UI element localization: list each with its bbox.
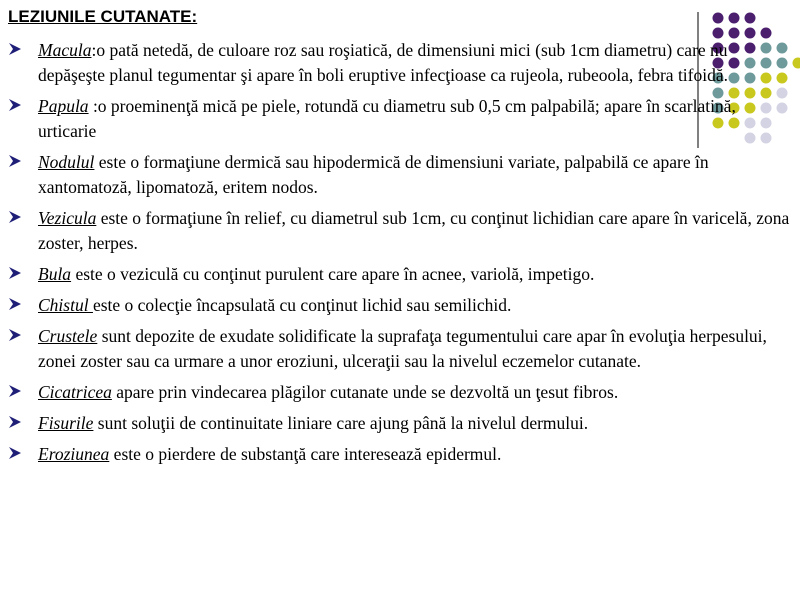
arrow-bullet-icon: [8, 446, 22, 460]
term-label: Bula: [38, 264, 72, 284]
list-item: [0, 38, 800, 88]
arrow-bullet-icon: [8, 266, 22, 280]
term-description: :o pată netedă, de culoare roz sau roşiatică, de dimensiuni mici (sub 1cm diametru) care nu depăşeşte planul tegumentar şi apare în boli eruptive infecţioase ca rujeola, rubeoola, febra tifoidă.: [38, 40, 728, 85]
decorative-dot: [729, 13, 740, 24]
decorative-dot: [713, 13, 724, 24]
arrow-bullet-icon: [8, 297, 22, 311]
term-description: este o colecţie încapsulată cu conţinut lichid sau semilichid.: [92, 295, 512, 315]
arrow-bullet-icon: [8, 415, 22, 429]
list-item: [0, 324, 800, 374]
list-item: [0, 206, 800, 256]
term-label: Eroziunea: [38, 444, 110, 464]
arrow-bullet-icon: [8, 98, 22, 112]
term-description: este o pierdere de substanţă care interesează epidermul.: [109, 444, 502, 464]
arrow-bullet-icon: [8, 154, 22, 168]
decorative-dot: [745, 28, 756, 39]
term-description: :o proeminenţă mică pe piele, rotundă cu diametru sub 0,5 cm palpabilă; apare în scarlatină, urticarie: [38, 96, 736, 141]
page-title: LEZIUNILE CUTANATE:: [8, 7, 198, 26]
term-label: Vezicula: [38, 208, 97, 228]
decorative-dot: [745, 13, 756, 24]
list-item: [0, 262, 800, 287]
term-description: este o formaţiune în relief, cu diametrul sub 1cm, cu conţinut lichidian care apare în varicelă, zona zoster, herpes.: [38, 208, 790, 253]
term-label: Macula: [38, 40, 92, 60]
term-description: este o formaţiune dermică sau hipodermică de dimensiuni variate, palpabilă ce apare în xantomatoză, lipomatoză, eritem nodos.: [38, 152, 709, 197]
arrow-bullet-icon: [8, 42, 22, 56]
term-label: Papula: [38, 96, 89, 116]
list-item: [0, 150, 800, 200]
term-label: Nodulul: [38, 152, 95, 172]
term-label: Cicatricea: [38, 382, 112, 402]
term-description: sunt soluţii de continuitate liniare care ajung până la nivelul dermului.: [93, 413, 589, 433]
term-label: Fisurile: [38, 413, 94, 433]
decorative-dot: [761, 28, 772, 39]
decorative-dot: [713, 28, 724, 39]
lesion-list: [0, 38, 800, 473]
term-label: Chistul: [38, 295, 93, 315]
term-description: este o veziculă cu conţinut purulent care apare în acnee, variolă, impetigo.: [71, 264, 595, 284]
term-label: Crustele: [38, 326, 98, 346]
arrow-bullet-icon: [8, 328, 22, 342]
list-item: [0, 411, 800, 436]
arrow-bullet-icon: [8, 384, 22, 398]
decorative-dot: [729, 28, 740, 39]
list-item: [0, 380, 800, 405]
list-item: [0, 293, 800, 318]
term-description: sunt depozite de exudate solidificate la suprafaţa tegumentului care apar în evoluţia herpesului, zonei zoster sau ca urmare a unor eroziuni, ulceraţii sau la nivelul eczemelor cutanate.: [38, 326, 767, 371]
list-item: [0, 442, 800, 467]
arrow-bullet-icon: [8, 210, 22, 224]
list-item: [0, 94, 800, 144]
term-description: apare prin vindecarea plăgilor cutanate unde se dezvoltă un ţesut fibros.: [111, 382, 619, 402]
